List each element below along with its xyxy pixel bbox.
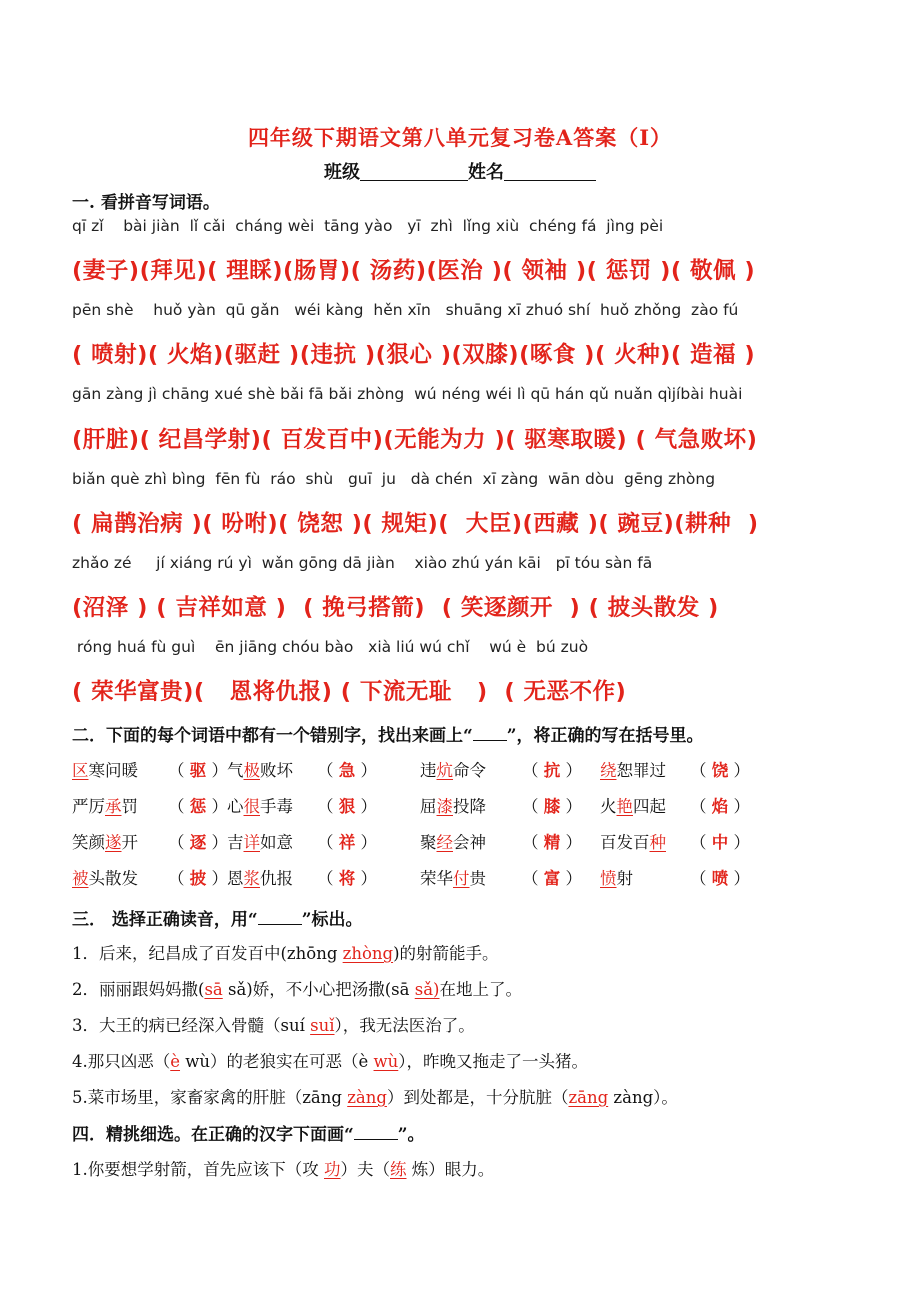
q-text: zàng）。 [608, 1088, 678, 1107]
page-title: 四年级下期语文第八单元复习卷A答案（I） [247, 125, 673, 150]
answer-line: (肝脏)( 纪昌学射)( 百发百中)(无能为力 )( 驱寒取暖) ( 气急败坏) [72, 427, 758, 453]
word-text: 吉 [227, 833, 244, 852]
word-text: 如意 [260, 833, 293, 852]
selected-reading[interactable]: zāng [568, 1088, 609, 1107]
bracket-open: （ [317, 761, 339, 780]
wrong-char[interactable]: 区 [72, 761, 89, 780]
bracket-close: ） [355, 833, 377, 852]
bracket-open: （ [522, 869, 544, 888]
correction-bracket [690, 793, 750, 817]
bracket-open: （ [522, 761, 544, 780]
word-text: 严厉 [72, 797, 105, 816]
word-text: 开 [121, 833, 138, 852]
bracket-close: ） [355, 761, 377, 780]
pinyin-line: qī zǐ bài jiàn lǐ cǎi cháng wèi tāng yào yī zhì lǐng xiù chéng fá jìng pèi [72, 217, 664, 235]
word-text: 违 [420, 761, 437, 780]
wrong-char[interactable]: 种 [649, 833, 666, 852]
q-text: ），我无法医治了。 [334, 1016, 475, 1035]
bracket-close: ） [206, 761, 228, 780]
word-text: 荣华 [420, 869, 453, 888]
typo-word [420, 829, 486, 853]
typo-word [227, 793, 293, 817]
bracket-close: ） [355, 797, 377, 816]
wrong-char[interactable]: 愤 [600, 869, 617, 888]
selected-reading[interactable]: è [170, 1052, 181, 1071]
wrong-char[interactable]: 详 [243, 833, 260, 852]
typo-word [72, 865, 138, 889]
answer-line: ( 荣华富贵)( 恩将仇报) ( 下流无耻 ) ( 无恶不作) [72, 679, 627, 705]
pinyin-line: róng huá fù guì ēn jiāng chóu bào xià liú wú chǐ wú è bú zuò [72, 638, 589, 656]
correct-char[interactable]: 驱 [189, 761, 207, 780]
typo-row [72, 865, 872, 891]
question-3-3 [72, 1012, 475, 1036]
section-3-heading [72, 905, 362, 930]
bracket-open: （ [168, 761, 190, 780]
correct-char[interactable]: 将 [338, 869, 356, 888]
bracket-open: （ [168, 797, 190, 816]
bracket-close: ） [206, 797, 228, 816]
name-label: 姓名 [468, 162, 504, 183]
correct-char[interactable]: 惩 [189, 797, 207, 816]
section-3-heading-b: ”标出。 [301, 910, 363, 930]
correct-char[interactable]: 抗 [543, 761, 561, 780]
correction-bracket [522, 865, 582, 889]
word-text: 四起 [633, 797, 666, 816]
pinyin-line: pēn shè huǒ yàn qū gǎn wéi kàng hěn xīn shuāng xī zhuó shí huǒ zhǒng zào fú [72, 301, 739, 319]
question-4-1 [72, 1156, 494, 1180]
selected-char[interactable]: 练 [390, 1160, 407, 1179]
typo-word [420, 793, 486, 817]
word-text: 心 [227, 797, 244, 816]
word-text: 罚 [121, 797, 138, 816]
question-3-1 [72, 940, 499, 964]
typo-word [72, 829, 138, 853]
word-text: 射 [616, 869, 633, 888]
bracket-close: ） [560, 761, 582, 780]
pinyin-line: biǎn què zhì bìng fēn fù ráo shù guī ju dà chén xī zàng wān dòu gēng zhòng [72, 470, 716, 488]
question-3-4 [72, 1048, 588, 1072]
answer-line: ( 喷射)( 火焰)(驱赶 )(违抗 )(狠心 )(双膝)(啄食 )( 火种)( 造福 ) [72, 342, 756, 368]
answer-line: (沼泽 ) ( 吉祥如意 ) ( 挽弓搭箭) ( 笑逐颜开 ) ( 披头散发 ) [72, 595, 719, 621]
wrong-char[interactable]: 很 [243, 797, 260, 816]
q-text: ），昨晚又拖走了一头猪。 [398, 1052, 589, 1071]
wrong-char[interactable]: 经 [436, 833, 453, 852]
word-text: 命令 [453, 761, 486, 780]
correct-char[interactable]: 精 [543, 833, 561, 852]
typo-word [420, 757, 486, 781]
correct-char[interactable]: 膝 [543, 797, 561, 816]
correct-char[interactable]: 逐 [189, 833, 207, 852]
section-2-heading [72, 721, 704, 746]
wrong-char[interactable]: 付 [453, 869, 470, 888]
typo-word [600, 793, 666, 817]
q-text: 3．大王的病已经深入骨髓（suí [72, 1016, 311, 1035]
wrong-char[interactable]: 遂 [105, 833, 122, 852]
correct-char[interactable]: 祥 [338, 833, 356, 852]
bracket-close: ） [206, 869, 228, 888]
word-text: 投降 [453, 797, 486, 816]
wrong-char[interactable]: 被 [72, 869, 89, 888]
wrong-char[interactable]: 漆 [436, 797, 453, 816]
student-info [0, 158, 920, 184]
name-blank[interactable] [504, 162, 596, 181]
answer-line: (妻子)(拜见)( 理睬)(肠胃)( 汤药)(医治 )( 领袖 )( 惩罚 )( 敬佩 ) [72, 258, 756, 284]
correct-char[interactable]: 中 [711, 833, 729, 852]
typo-row [72, 829, 872, 855]
bracket-open: （ [522, 833, 544, 852]
wrong-char[interactable]: 承 [105, 797, 122, 816]
bracket-open: （ [168, 833, 190, 852]
word-text: 聚 [420, 833, 437, 852]
typo-word [72, 757, 138, 781]
bracket-open: （ [317, 869, 339, 888]
typo-word [227, 829, 293, 853]
correction-bracket [522, 757, 582, 781]
correction-bracket [168, 829, 228, 853]
bracket-open: （ [317, 833, 339, 852]
selected-reading[interactable]: sā [204, 980, 223, 999]
bracket-close: ） [560, 869, 582, 888]
correction-bracket [690, 829, 750, 853]
q-text: ）夫（ [340, 1160, 390, 1179]
bracket-open: （ [317, 797, 339, 816]
q-text: 炼）眼力。 [406, 1160, 495, 1179]
correction-bracket [317, 793, 377, 817]
correct-char[interactable]: 急 [338, 761, 356, 780]
section-4-heading [72, 1120, 425, 1145]
section-2-heading-a: 二．下面的每个词语中都有一个错别字，找出来画上“ [72, 726, 473, 746]
pinyin-line: gān zàng jì chāng xué shè bǎi fā bǎi zhòng wú néng wéi lì qū hán qǔ nuǎn qìjíbài huài [72, 385, 743, 403]
question-3-5 [72, 1084, 678, 1108]
answer-line: ( 扁鹊治病 )( 吩咐)( 饶恕 )( 规矩)( 大臣)(西藏 )( 豌豆)(耕种 ) [72, 511, 759, 537]
word-text: 会神 [453, 833, 486, 852]
section-4-heading-a: 四．精挑细选。在正确的汉字下面画“ [72, 1125, 354, 1145]
selected-reading[interactable]: zhòng [342, 944, 394, 963]
bracket-close: ） [560, 833, 582, 852]
word-text: 头散发 [88, 869, 138, 888]
correction-bracket [690, 865, 750, 889]
bracket-open: （ [690, 761, 712, 780]
correction-bracket [317, 757, 377, 781]
bracket-close: ） [728, 797, 750, 816]
typo-word [72, 793, 138, 817]
underline-mark [258, 910, 302, 925]
q-text: sǎ)娇，不小心把汤撒(sā [222, 980, 415, 999]
bracket-open: （ [522, 797, 544, 816]
word-text: 恕罪过 [616, 761, 666, 780]
wrong-char[interactable]: 浆 [243, 869, 260, 888]
bracket-close: ） [355, 869, 377, 888]
typo-word [420, 865, 486, 889]
correction-bracket [317, 829, 377, 853]
word-text: 火 [600, 797, 617, 816]
bracket-close: ） [560, 797, 582, 816]
selected-reading[interactable]: sǎ) [414, 980, 440, 999]
q-text: 1.你要想学射箭，首先应该下（攻 [72, 1160, 324, 1179]
word-text: 笑颜 [72, 833, 105, 852]
class-label: 班级 [324, 162, 360, 183]
wrong-char[interactable]: 极 [243, 761, 260, 780]
correct-char[interactable]: 喷 [711, 869, 729, 888]
bracket-close: ） [728, 833, 750, 852]
bracket-open: （ [690, 797, 712, 816]
selected-reading[interactable]: suǐ [310, 1016, 335, 1035]
q-text: 在地上了。 [439, 980, 522, 999]
bracket-open: （ [690, 833, 712, 852]
word-text: 恩 [227, 869, 244, 888]
wrong-char[interactable]: 艳 [616, 797, 633, 816]
selected-reading[interactable]: wù [373, 1052, 399, 1071]
correct-char[interactable]: 焰 [711, 797, 729, 816]
wrong-char[interactable]: 炕 [436, 761, 453, 780]
word-text: 手毒 [260, 797, 293, 816]
q-text: 2．丽丽跟妈妈撒( [72, 980, 205, 999]
word-text: 贵 [469, 869, 486, 888]
section-1-heading: 一. 看拼音写词语。 [72, 193, 220, 213]
word-text: 败坏 [260, 761, 293, 780]
correction-bracket [168, 793, 228, 817]
word-text: 寒问暖 [88, 761, 138, 780]
bracket-open: （ [168, 869, 190, 888]
q-text: ）到处都是，十分肮脏（ [386, 1088, 569, 1107]
section-2-heading-b: ”，将正确的写在括号里。 [506, 726, 704, 746]
word-text: 气 [227, 761, 244, 780]
section-3-heading-a: 三． 选择正确读音，用“ [72, 910, 258, 930]
q-text: )的射箭能手。 [393, 944, 499, 963]
bracket-close: ） [728, 869, 750, 888]
wrong-char[interactable]: 绕 [600, 761, 617, 780]
word-text: 仇报 [260, 869, 293, 888]
correct-char[interactable]: 披 [189, 869, 207, 888]
typo-word [600, 829, 666, 853]
bracket-open: （ [690, 869, 712, 888]
correction-bracket [168, 865, 228, 889]
q-text: 4.那只凶恶（ [72, 1052, 171, 1071]
correction-bracket [522, 793, 582, 817]
underline-mark [473, 726, 507, 741]
correction-bracket [522, 829, 582, 853]
bracket-close: ） [206, 833, 228, 852]
correction-bracket [317, 865, 377, 889]
q-text: 1．后来，纪昌成了百发百中(zhōng [72, 944, 343, 963]
section-4-heading-b: ”。 [397, 1125, 425, 1145]
correct-char[interactable]: 富 [543, 869, 561, 888]
correction-bracket [690, 757, 750, 781]
typo-row [72, 793, 872, 819]
selected-reading[interactable]: zàng [347, 1088, 387, 1107]
question-3-2 [72, 976, 522, 1000]
q-text: wù）的老狼实在可恶（è [180, 1052, 374, 1071]
bracket-close: ） [728, 761, 750, 780]
pinyin-line: zhǎo zé jí xiáng rú yì wǎn gōng dā jiàn xiào zhú yán kāi pī tóu sàn fā [72, 554, 653, 572]
correction-bracket [168, 757, 228, 781]
typo-row [72, 757, 872, 783]
word-text: 百发百 [600, 833, 650, 852]
typo-word [600, 865, 633, 889]
correct-char[interactable]: 狠 [338, 797, 356, 816]
correct-char[interactable]: 饶 [711, 761, 729, 780]
word-text: 屈 [420, 797, 437, 816]
typo-word [227, 757, 293, 781]
class-blank[interactable] [360, 162, 468, 181]
typo-word [227, 865, 293, 889]
typo-word [600, 757, 666, 781]
underline-mark [354, 1125, 398, 1140]
selected-char[interactable]: 功 [324, 1160, 341, 1179]
q-text: 5.菜市场里，家畜家禽的肝脏（zāng [72, 1088, 348, 1107]
